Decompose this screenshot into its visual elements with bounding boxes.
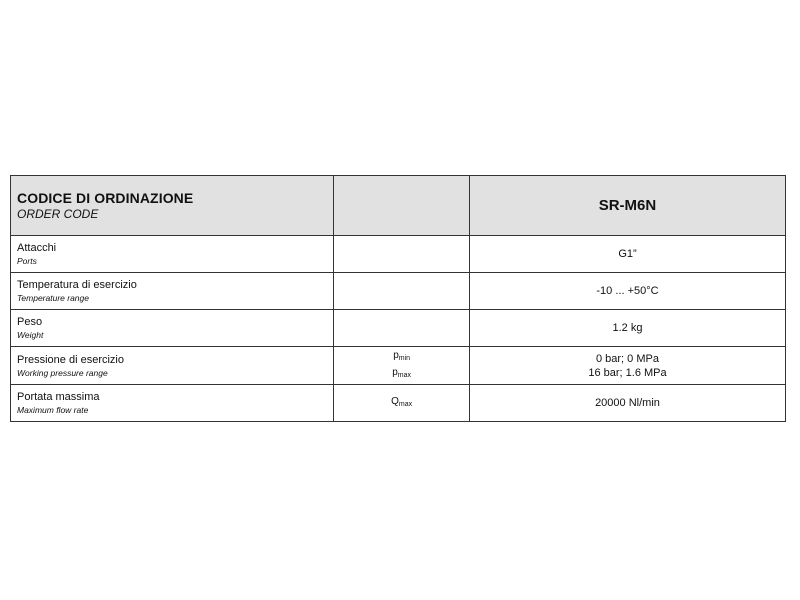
symbol-subscript: max <box>398 400 413 408</box>
row-sublabel: Weight <box>17 330 44 340</box>
flow-max-symbol <box>391 396 412 407</box>
pressure-max-symbol <box>340 366 463 383</box>
symbol-base: p <box>392 366 398 378</box>
row-label: Pressione di esercizio <box>17 353 124 366</box>
row-symbol-cell <box>334 236 470 273</box>
table-row-temperature <box>11 273 786 310</box>
row-label-cell <box>11 236 334 273</box>
symbol-subscript: min <box>398 354 411 362</box>
symbol-subscript: max <box>397 371 411 379</box>
row-value: 20000 Nl/min <box>469 385 785 422</box>
pressure-max-value: 16 bar; 1.6 MPa <box>588 366 667 379</box>
row-symbol-cell <box>334 385 470 422</box>
row-sublabel: Ports <box>17 256 37 266</box>
table-row-weight <box>11 310 786 347</box>
table-row-ports <box>11 236 786 273</box>
row-label-cell <box>11 347 334 385</box>
header-symbol-cell <box>334 176 470 236</box>
row-sublabel: Working pressure range <box>17 367 108 378</box>
row-label: Portata massima <box>17 391 100 403</box>
order-code-title: CODICE DI ORDINAZIONE <box>17 189 194 206</box>
row-label: Peso <box>17 316 43 328</box>
row-symbol-cell <box>334 347 470 385</box>
row-value-cell <box>469 347 785 385</box>
symbol-base: Q <box>391 395 399 407</box>
pressure-min-value: 0 bar; 0 MPa <box>595 352 659 365</box>
row-symbol-cell <box>334 273 470 310</box>
spec-table <box>10 175 786 422</box>
table-header-row <box>11 176 786 236</box>
row-value: -10 ... +50°C <box>469 273 785 310</box>
pressure-min-symbol <box>340 349 463 366</box>
row-label-cell <box>11 310 334 347</box>
table-row-pressure <box>11 347 786 385</box>
product-code: SR-M6N <box>469 176 785 236</box>
row-value: 1.2 kg <box>469 310 785 347</box>
symbol-base: p <box>393 349 399 361</box>
row-value: G1” <box>469 236 785 273</box>
row-label: Attacchi <box>17 242 57 254</box>
row-sublabel: Temperature range <box>17 293 89 303</box>
row-label-cell <box>11 273 334 310</box>
header-label-cell <box>11 176 334 236</box>
row-label-cell <box>11 385 334 422</box>
row-sublabel: Maximum flow rate <box>17 405 89 415</box>
order-code-subtitle: ORDER CODE <box>17 206 99 221</box>
row-symbol-cell <box>334 310 470 347</box>
row-label: Temperatura di esercizio <box>17 279 137 291</box>
table-row-flow-rate <box>11 385 786 422</box>
